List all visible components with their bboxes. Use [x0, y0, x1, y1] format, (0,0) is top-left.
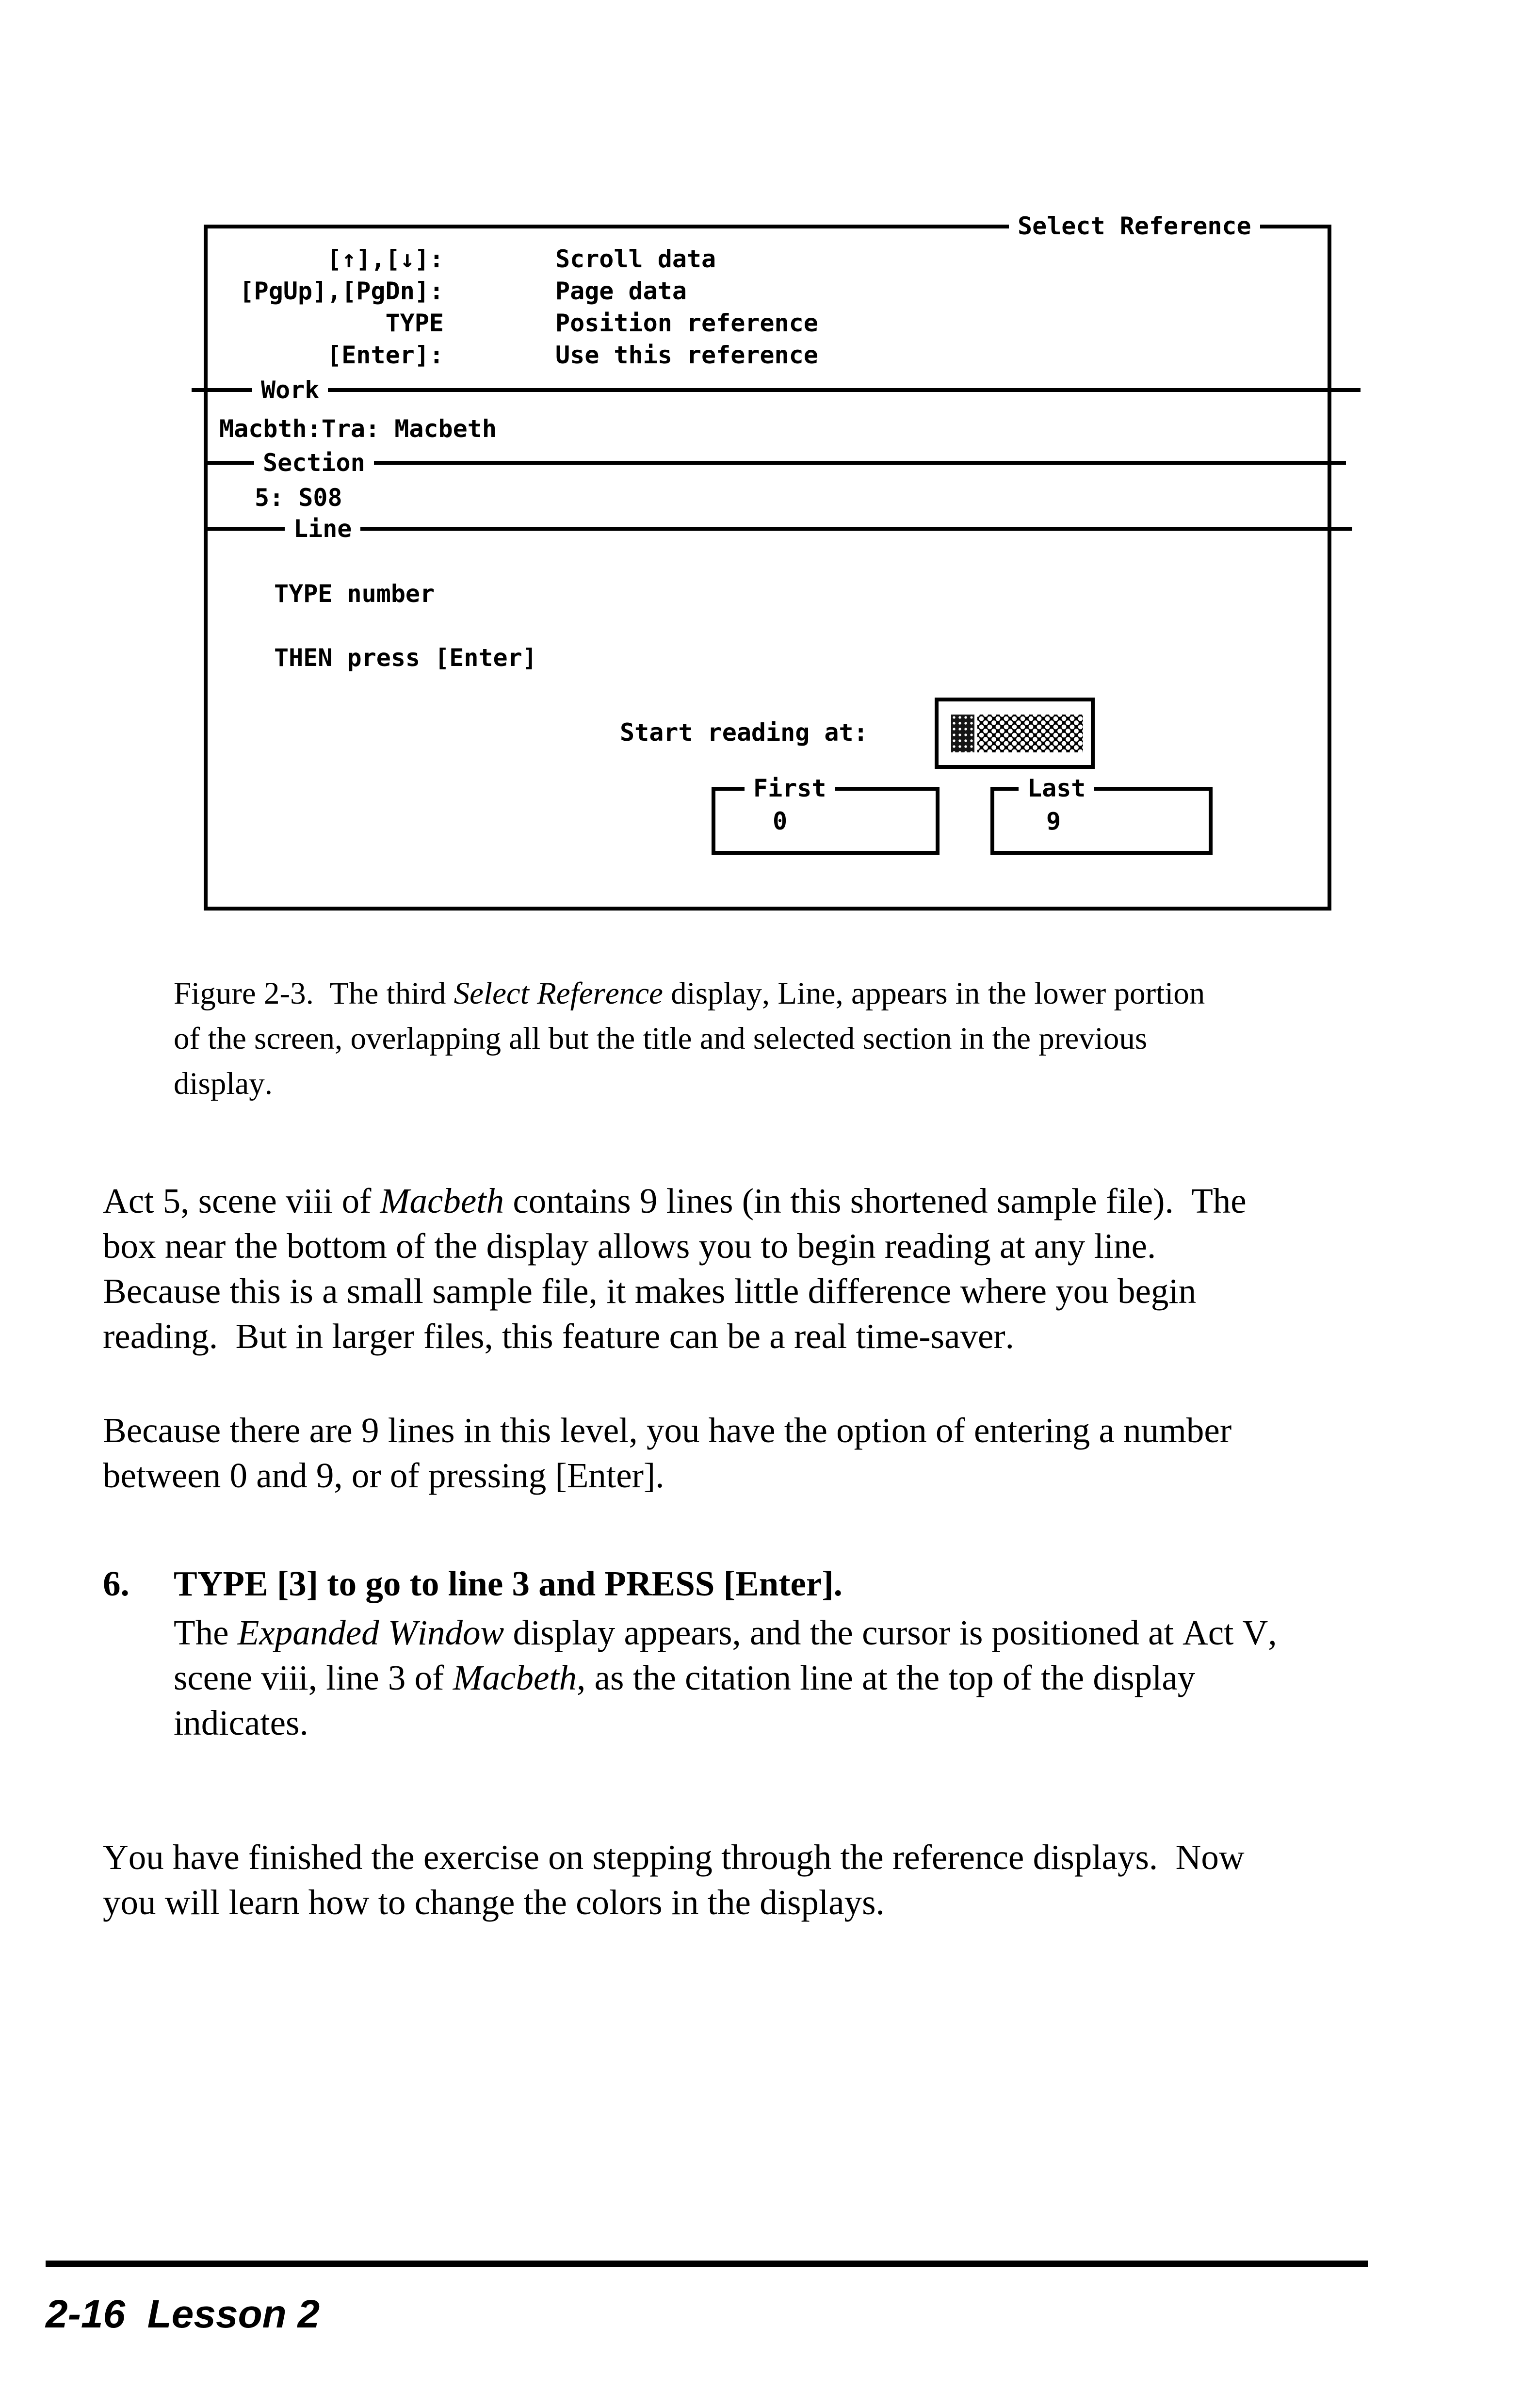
- first-label: First: [745, 774, 835, 802]
- paragraph-act5: Act 5, scene viii of Macbeth contains 9 lines (in this shortened sample file). The box near the bottom of the display allows you to begin reading at any line. Because this is a small sample file, it makes little difference where you begin reading. But in larger files, this feature can be a real time-saver.: [103, 1181, 1247, 1356]
- first-value: 0: [773, 807, 788, 835]
- help-keys-enter: [Enter]:: [327, 341, 444, 369]
- text-cursor-block: [951, 715, 974, 752]
- footer-rule: [46, 2261, 1368, 2267]
- figure-caption: Figure 2-3. The third Select Reference display, Line, appears in the lower portion of the screen, overlapping all but the title and selected section in the previous display.: [174, 976, 1205, 1101]
- help-keys-page: [PgUp],[PgDn]:: [239, 277, 444, 305]
- step-6-number: 6.: [103, 1564, 130, 1603]
- input-field-pattern: [977, 715, 1083, 752]
- help-desc-enter: Use this reference: [555, 341, 818, 369]
- work-value: Macbth:Tra: Macbeth: [219, 415, 497, 443]
- paragraph-9-lines: Because there are 9 lines in this level, you have the option of entering a number between 0 and 9, or of pressing [Enter].: [103, 1411, 1232, 1495]
- help-keys-scroll: [↑],[↓]:: [327, 245, 444, 273]
- page-number-footer: 2-16 Lesson 2: [46, 2292, 320, 2336]
- section-divider: [204, 461, 1346, 465]
- section-value: 5: S08: [255, 484, 342, 512]
- work-divider: [192, 388, 1361, 392]
- help-desc-page: Page data: [555, 277, 687, 305]
- help-keys-type: TYPE: [385, 309, 444, 337]
- work-section-label: Work: [252, 376, 328, 404]
- line-number-input-field: [935, 698, 1095, 769]
- help-desc-scroll: Scroll data: [555, 245, 716, 273]
- screen-title: Select Reference: [1009, 212, 1260, 240]
- section-section-label: Section: [254, 449, 374, 477]
- last-label: Last: [1019, 774, 1094, 802]
- type-number-prompt: TYPE number: [274, 580, 435, 608]
- closing-paragraph: You have finished the exercise on stepping through the reference displays. Now you will learn how to change the colors in the displays.: [103, 1838, 1245, 1922]
- step-6-heading: TYPE [3] to go to line 3 and PRESS [Enter].: [174, 1564, 843, 1603]
- line-divider: [204, 527, 1352, 531]
- then-press-enter-prompt: THEN press [Enter]: [274, 644, 537, 672]
- line-section-label: Line: [285, 515, 360, 543]
- last-value: 9: [1046, 807, 1061, 835]
- step-6-body: The Expanded Window display appears, and the cursor is positioned at Act V, scene viii, line 3 of Macbeth, as the citation line at the top of the display indicates.: [174, 1613, 1277, 1742]
- help-desc-type: Position reference: [555, 309, 818, 337]
- start-reading-at-label: Start reading at:: [620, 718, 868, 747]
